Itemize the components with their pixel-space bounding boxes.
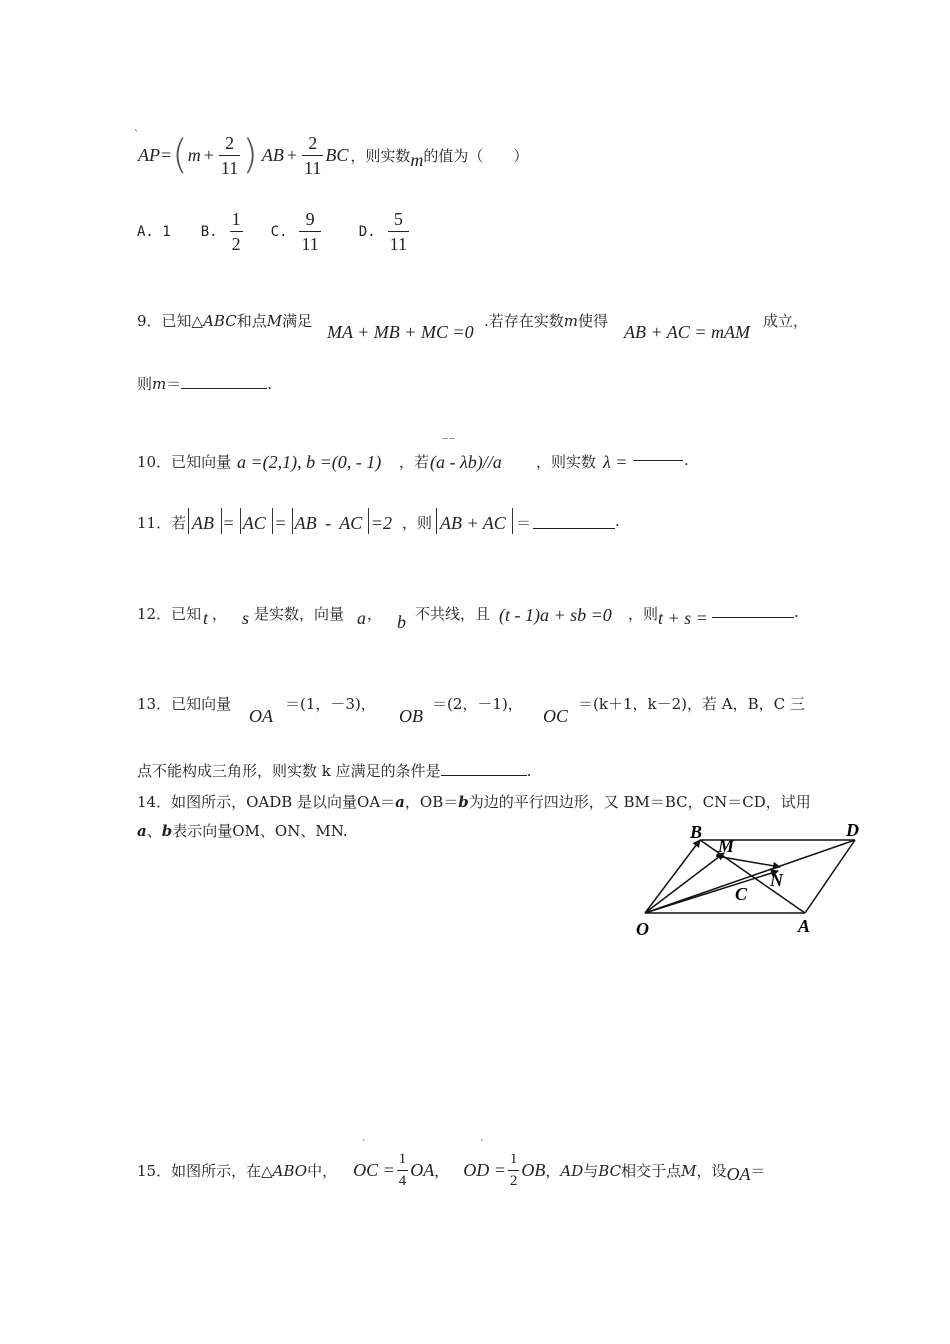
- q10-end: .: [684, 451, 689, 469]
- edge-ob: [645, 840, 700, 913]
- q12-b: b: [397, 612, 406, 632]
- q15-t3: ，: [545, 1162, 561, 1180]
- q8-options: [137, 210, 411, 253]
- vector-om: [645, 853, 724, 913]
- abs-bar: [188, 508, 189, 534]
- q13-ob: OB: [399, 706, 423, 726]
- q15-t4: 与: [583, 1162, 599, 1180]
- abs-bar: [512, 508, 513, 534]
- q10-t2: ，若: [399, 453, 430, 471]
- q10-t3: ，则实数: [536, 453, 597, 471]
- q14-line2: [137, 820, 348, 841]
- q9-m: m: [563, 312, 579, 330]
- q9-t1: 9．已知△: [137, 312, 204, 330]
- q15-t2: 中，: [307, 1162, 338, 1180]
- answer-blank[interactable]: [533, 528, 615, 529]
- q14-l2a: a: [137, 822, 147, 840]
- answer-blank[interactable]: [441, 775, 527, 776]
- q11-math2: AB + AC: [440, 513, 506, 533]
- answer-blank[interactable]: [633, 460, 683, 461]
- q8-frac2: $\frac{2}{11}$: [304, 132, 322, 178]
- q15-oc: OC =: [353, 1160, 395, 1180]
- q13-oc-val: ＝(k＋1，k－2)，若 A，B，C 三: [578, 695, 805, 713]
- q12-sep2: ，: [367, 605, 383, 623]
- diagonal-ba: [700, 840, 805, 913]
- q8-frac1: $\frac{2}{11}$: [220, 132, 239, 178]
- q9-abc: ABC: [203, 312, 237, 330]
- q9-t5: 使得: [578, 312, 609, 330]
- q14-line1: [137, 791, 811, 812]
- q12-t1: 12．已知: [137, 605, 202, 623]
- abs-bar: [272, 508, 273, 534]
- q11-t1: 11．若: [137, 514, 187, 532]
- answer-blank[interactable]: [181, 388, 267, 389]
- q9-M: M: [266, 312, 283, 330]
- q10-t1: 10．已知向量: [137, 453, 232, 471]
- q13-l2: 点不能构成三角形，则实数 k 应满足的条件是: [137, 762, 441, 780]
- q12-a: a: [357, 608, 366, 628]
- label-b: B: [690, 822, 703, 842]
- q15-ob: OB: [521, 1160, 546, 1180]
- q8-ab: AB: [261, 144, 284, 165]
- q14-l1c: 为边的平行四边形，又 BM＝BC，CN＝CD，试用: [468, 793, 811, 811]
- q11-end: .: [615, 512, 620, 530]
- q15-end: ＝: [750, 1162, 766, 1180]
- q15-M: M: [681, 1161, 697, 1180]
- q11-math1: AB = AC = AB - AC =2: [192, 513, 392, 533]
- q9-t3: 满足: [282, 312, 313, 330]
- q13-line2: [137, 760, 531, 781]
- q13-t1: 13．已知向量: [137, 695, 232, 713]
- q10-math1: a =(2,1), b =(0, - 1): [237, 452, 382, 472]
- q15-frac2: $\frac{1}{2}$: [509, 1151, 518, 1189]
- q12-t3: 不共线，且: [415, 605, 491, 623]
- q13-oc: OC: [543, 706, 569, 726]
- q15-abo: ABO: [272, 1161, 308, 1180]
- q12-end: .: [794, 603, 799, 621]
- q9-math1: MA + MB + MC =0: [327, 322, 474, 342]
- q8-plus: +: [203, 144, 214, 165]
- q11-eq: ＝: [516, 514, 532, 532]
- q14-a: a: [395, 793, 405, 811]
- q14-l2b: b: [161, 822, 173, 840]
- stray-mark: ˋ: [362, 1140, 367, 1150]
- option-c-label: C.: [270, 223, 288, 240]
- q14-l2c: 表示向量OM、ON、MN.: [172, 822, 348, 840]
- q12-t2: 是实数，向量: [254, 605, 345, 623]
- q8-var: m: [410, 149, 424, 170]
- q9-line1b: [484, 310, 608, 331]
- q8-text: ，则实数: [350, 146, 411, 165]
- q12-s: s: [242, 608, 250, 628]
- q13-oa-val: ＝(1，－3)，: [285, 695, 376, 713]
- q12-math1: (t - 1)a + sb =0: [499, 605, 612, 625]
- q12-t: t: [203, 608, 209, 628]
- q15-oa: OA: [410, 1160, 435, 1180]
- q9-end: .: [267, 375, 273, 393]
- abs-bar: [368, 508, 369, 534]
- vector-bars: ‾‾: [442, 436, 456, 450]
- q15-bc: BC: [598, 1161, 622, 1180]
- parallelogram-figure: [620, 818, 870, 943]
- q12-sep: ，: [212, 605, 228, 623]
- q15-od: OD =: [463, 1160, 506, 1180]
- q13-oa: OA: [249, 706, 273, 726]
- option-d-label: D.: [358, 223, 376, 240]
- label-n: N: [770, 870, 783, 890]
- q11-t2: ，则: [402, 514, 433, 532]
- vector-on: [645, 871, 778, 913]
- option-a: A. 1: [137, 223, 171, 240]
- q9-m2: m: [152, 375, 167, 393]
- option-d-frac: $\frac{5}{11}$: [389, 209, 407, 254]
- right-paren: ): [242, 132, 258, 178]
- q9-line1: [137, 310, 312, 331]
- q15-t6: ，设: [696, 1162, 727, 1180]
- abs-bar: [436, 508, 437, 534]
- q15-t5: 相交于点: [621, 1162, 682, 1180]
- edge-ad: [805, 840, 855, 913]
- q14-l1a: 14．如图所示，OADB 是以向量OA＝: [137, 793, 396, 811]
- q14-sep: 、: [146, 822, 162, 840]
- option-b-frac: $\frac{1}{2}$: [231, 209, 241, 254]
- stray-mark: ˋ: [134, 130, 139, 141]
- q15-t1: 15．如图所示，在△: [137, 1162, 273, 1180]
- q15-ad: AD: [560, 1161, 584, 1180]
- abs-bar: [292, 508, 293, 534]
- answer-blank[interactable]: [712, 617, 794, 618]
- q12-math2: t + s =: [658, 608, 708, 628]
- q15-line: [137, 1152, 765, 1189]
- q14-b: b: [458, 793, 469, 811]
- q9-t4: .若存在实数: [484, 312, 564, 330]
- q8-m: m: [187, 144, 201, 165]
- q10-math2: (a - λb)//a: [430, 452, 502, 472]
- label-o: O: [636, 919, 649, 939]
- q13-end: .: [526, 762, 532, 780]
- label-c: C: [735, 884, 748, 904]
- q12-t4: ，则: [628, 605, 659, 623]
- q8-bc: BC: [325, 144, 349, 165]
- q9-line2: [137, 373, 272, 394]
- label-a: A: [798, 916, 811, 936]
- label-m: M: [718, 836, 735, 856]
- q15-sep: ，: [434, 1162, 450, 1180]
- q10-math3: λ =: [603, 452, 628, 472]
- q9-pre: 则: [137, 375, 153, 393]
- diagonal-od: [645, 840, 855, 913]
- q15-frac1: $\frac{1}{4}$: [398, 1151, 407, 1189]
- option-c-frac: $\frac{9}{11}$: [301, 209, 319, 254]
- label-d: D: [846, 820, 859, 840]
- q15-oa2: OA: [726, 1164, 751, 1184]
- stray-mark: ˋ: [480, 1140, 485, 1150]
- q9-t6: 成立，: [763, 312, 809, 330]
- q9-math2: AB + AC = mAM: [624, 322, 750, 342]
- left-paren: (: [172, 132, 188, 178]
- q8-stem: AP= ( m + $\frac{2}{11}$ ) AB + $\frac{2}{11}$ BC ，则实数 m 的值为（ ）: [138, 132, 529, 178]
- q13-ob-val: ＝(2，－1)，: [432, 695, 523, 713]
- abs-bar: [221, 508, 222, 534]
- abs-bar: [240, 508, 241, 534]
- q9-t2: 和点: [236, 312, 267, 330]
- q8-lhs: AP=: [138, 144, 173, 165]
- q14-l1b: ，OB＝: [404, 793, 459, 811]
- vector-mn: [716, 856, 780, 867]
- q9-eq: ＝: [166, 375, 182, 393]
- q8-tail: 的值为（ ）: [423, 146, 529, 165]
- option-b-label: B.: [200, 223, 218, 240]
